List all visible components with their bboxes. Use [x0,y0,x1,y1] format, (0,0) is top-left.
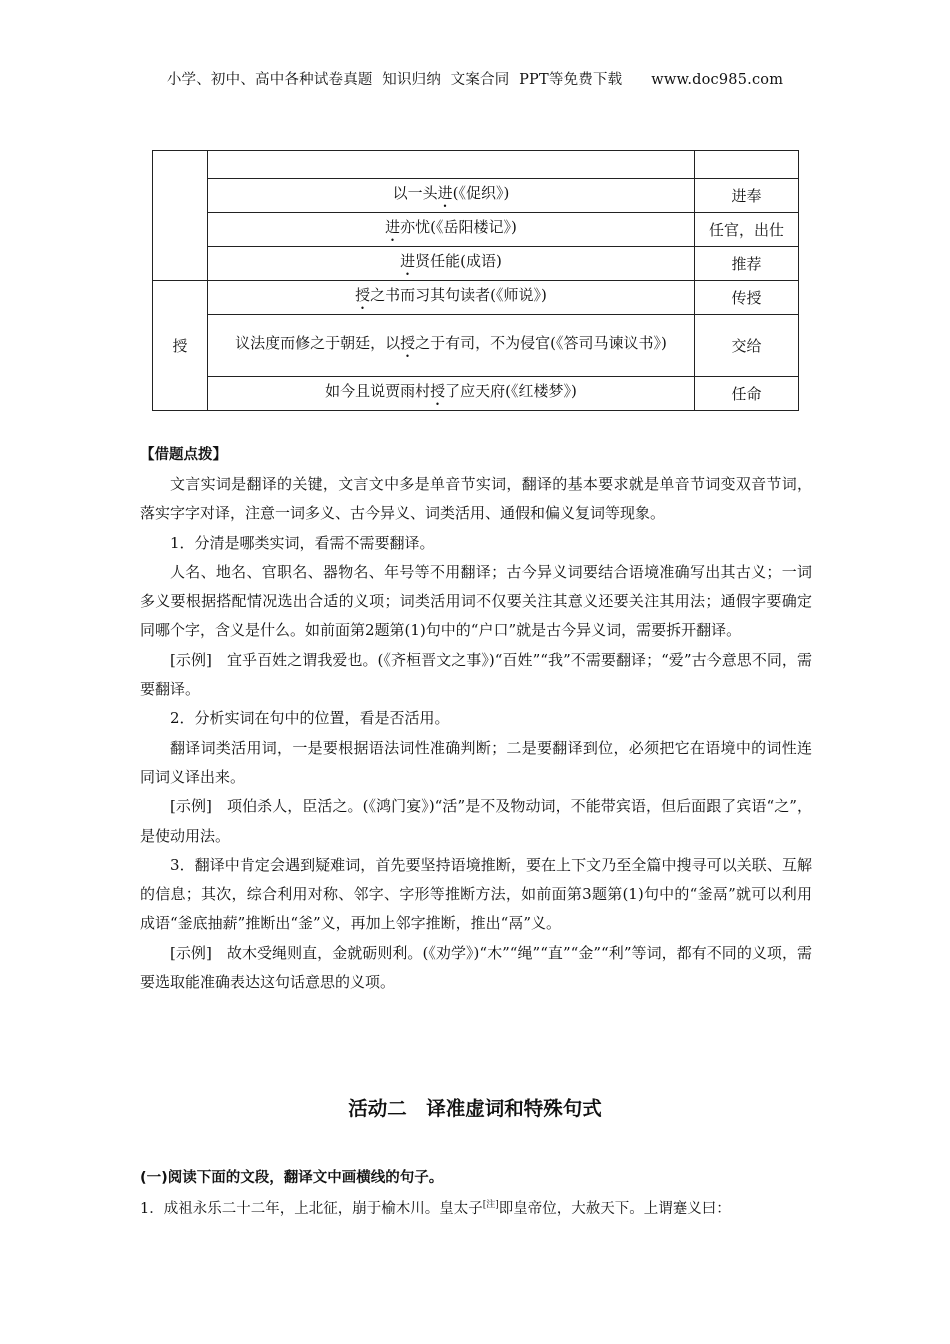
vocab-meaning: 交给 [695,315,799,377]
vocab-example [208,179,695,213]
example-text: 议法度而修之于朝廷，以 [235,334,401,352]
activity-title: 活动二 译准虚词和特殊句式 [348,1097,602,1120]
vocab-row [153,151,799,179]
emphasized-char: 进 [400,252,416,270]
emphasized-char: 授 [400,334,416,352]
example-text: 了应天府(《红楼梦》) [445,382,577,400]
vocab-meaning [695,151,799,179]
emphasized-char: 授 [355,286,371,304]
vocab-example [208,281,695,315]
tips-paragraph: 3．翻译中肯定会遇到疑难词，首先要坚持语境推断，要在上下文乃至全篇中搜寻可以关联、互解的信息；其次，综合利用对称、邻字、字形等推断方法，如前面第3题第(1)句中的“釜鬲”就可以利用成语“釜底抽薪”推断出“釜”义，再加上邻字推断，推出“鬲”义。 [140,855,812,933]
example-text: 亦忧(《岳阳楼记》) [400,218,517,236]
tips-paragraph: 2．分析实词在句中的位置，看是否活用。 [170,709,450,728]
emphasized-char: 进 [437,184,453,202]
vocab-row [153,315,799,377]
example-text: 以一头 [392,184,438,202]
vocab-word: 授 [153,281,208,411]
vocab-row [153,377,799,411]
vocab-example [208,377,695,411]
activity-sub-heading: (一)阅读下面的文段，翻译文中画横线的句子。 [140,1170,444,1186]
question-1 [140,1197,820,1218]
vocab-example [208,151,695,179]
emphasized-char: 进 [385,218,401,236]
tips-paragraph: 翻译词类活用词，一是要根据语法词性准确判断；二是要翻译到位，必须把它在语境中的词性连同词义译出来。 [140,738,812,786]
tips-paragraph: 人名、地名、官职名、器物名、年号等不用翻译；古今异义词要结合语境准确写出其古义；一词多义要根据搭配情况选出合适的义项；词类活用词不仅要关注其意义还要关注其用法；通假字要确定同哪个字，含义是什么。如前面第2题第(1)句中的“户口”就是古今异义词，需要拆开翻译。 [140,562,812,640]
example-text: 如今且说贾雨村 [325,382,431,400]
vocab-row [153,213,799,247]
vocab-row [153,179,799,213]
tips-paragraph: [示例] 故木受绳则直，金就砺则利。(《劝学》)“木”“绳”“直”“金”“利”等词，都有不同的义项，需要选取能准确表达这句话意思的义项。 [140,943,812,992]
page-header: 小学、初中、高中各种试卷真题 知识归纳 文案合同 PPT等免费下载 www.doc985.com [166,72,784,88]
vocab-word [153,151,208,281]
vocab-meaning: 传授 [695,281,799,315]
vocab-example [208,213,695,247]
vocab-meaning: 进奉 [695,179,799,213]
vocab-meaning: 推荐 [695,247,799,281]
question-1-tail: 即皇帝位，大赦天下。上谓蹇义曰： [498,1201,731,1217]
vocab-meaning: 任官，出仕 [695,213,799,247]
example-text: (《促织》) [452,184,510,202]
vocab-row [153,281,799,315]
tips-paragraph: [示例] 宜乎百姓之谓我爱也。(《齐桓晋文之事》)“百姓”“我”不需要翻译；“爱”古今意思不同，需要翻译。 [140,650,812,699]
tips-paragraph: 1．分清是哪类实词，看需不需要翻译。 [170,533,435,552]
footnote-marker: [注] [482,1200,499,1211]
vocab-row [153,247,799,281]
vocab-meaning: 任命 [695,377,799,411]
tips-content [140,470,812,997]
tips-paragraph: 文言实词是翻译的关键，文言文中多是单音节实词，翻译的基本要求就是单音节词变双音节词，落实字字对译，注意一词多义、古今异义、词类活用、通假和偏义复词等现象。 [140,475,812,523]
example-text: 之于有司，不为侵官(《答司马谏议书》) [415,334,667,352]
vocab-table [152,150,799,411]
vocab-example [208,247,695,281]
vocab-example [208,315,695,377]
tips-paragraph: [示例] 项伯杀人，臣活之。(《鸿门宴》)“活”是不及物动词，不能带宾语，但后面跟了宾语“之”，是使动用法。 [140,797,812,845]
tips-title: 【借题点拨】 [140,447,227,463]
example-text: 贤任能(成语) [415,252,502,270]
example-text: 之书而习其句读者(《师说》) [370,286,547,304]
question-1-lead: 1．成祖永乐二十二年，上北征，崩于榆木川。皇太子 [140,1201,483,1217]
emphasized-char: 授 [430,382,446,400]
